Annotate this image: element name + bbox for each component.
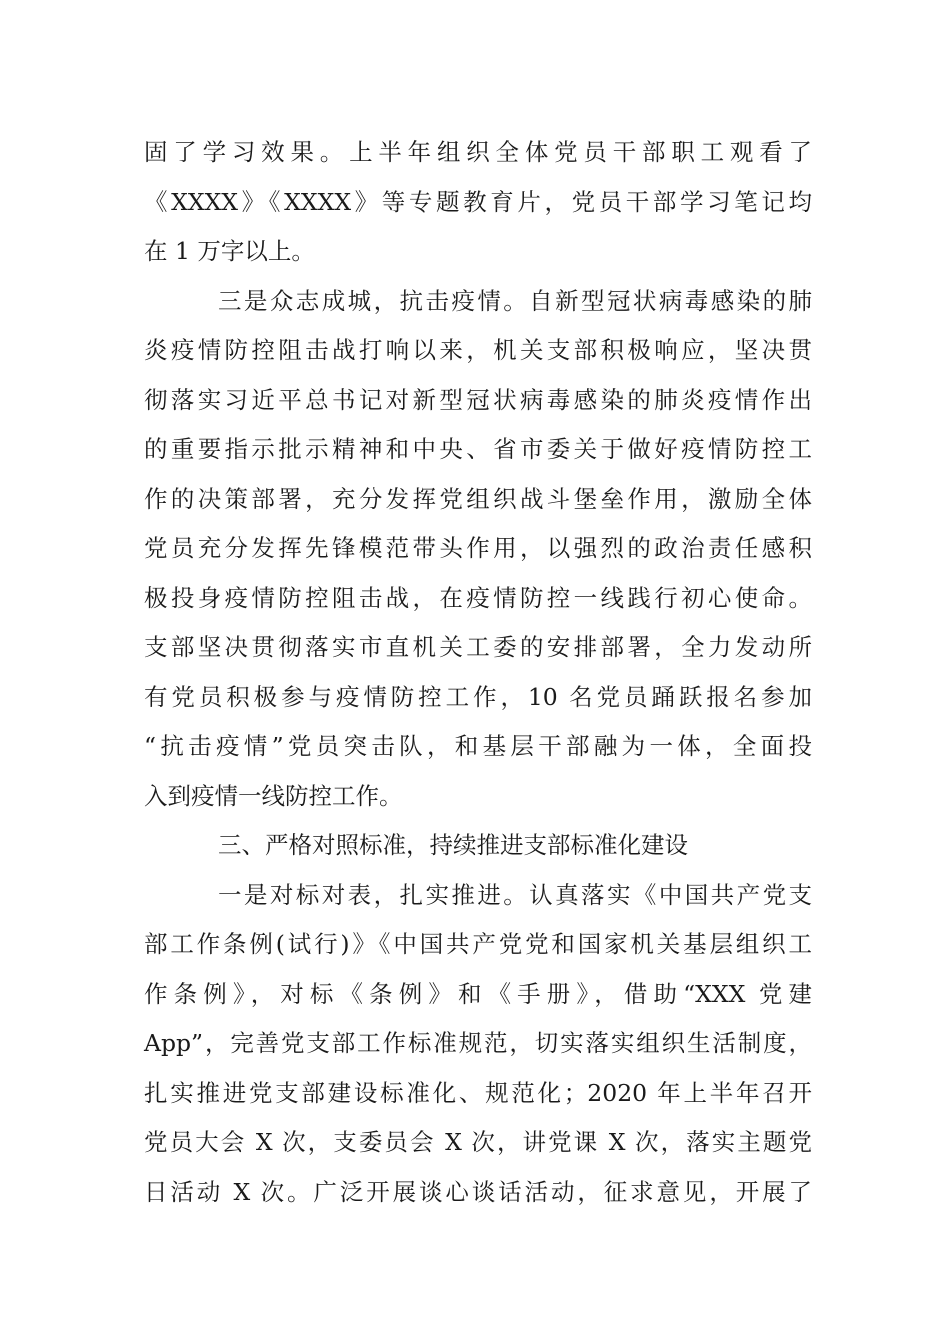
text-line: 党员大会 X 次，支委员会 X 次，讲党课 X 次，落实主题党 <box>144 1128 812 1156</box>
text-line: 固了学习效果。上半年组织全体党员干部职工观看了 <box>144 138 812 166</box>
text-line: 《XXXX》《XXXX》等专题教育片，党员干部学习笔记均 <box>144 187 812 216</box>
text-line: 一是对标对表，扎实推进。认真落实《中国共产党支 <box>218 880 812 909</box>
text-line: 有党员积极参与疫情防控工作，10 名党员踊跃报名参加 <box>144 682 812 711</box>
text-line: App”，完善党支部工作标准规范，切实落实组织生活制度， <box>144 1029 812 1057</box>
text-line: 炎疫情防控阻击战打响以来，机关支部积极响应，坚决贯 <box>144 336 812 364</box>
paragraph-continuation <box>144 128 812 277</box>
text-line: 入到疫情一线防控工作。 <box>144 781 403 810</box>
paragraph-benchmarking <box>144 871 812 1218</box>
text-line: 党员充分发挥先锋模范带头作用，以强烈的政治责任感积 <box>144 534 812 562</box>
text-line: 部工作条例(试行)》《中国共产党党和国家机关基层组织工 <box>144 930 812 958</box>
text-line: 在 1 万字以上。 <box>144 237 315 265</box>
text-line: 作的决策部署，充分发挥党组织战斗堡垒作用，激励全体 <box>144 484 812 513</box>
paragraph-fight-epidemic <box>144 277 812 822</box>
text-line: 作条例》，对标《条例》和《手册》，借助“XXX 党建 <box>144 979 812 1008</box>
document-body <box>144 128 812 1217</box>
section-heading <box>144 821 812 871</box>
text-line: “抗击疫情”党员突击队，和基层干部融为一体，全面投 <box>144 732 812 760</box>
text-line: 三是众志成城，抗击疫情。自新型冠状病毒感染的肺 <box>218 286 812 315</box>
section-heading-text: 三、严格对照标准，持续推进支部标准化建设 <box>218 831 688 859</box>
text-line: 扎实推进党支部建设标准化、规范化；2020 年上半年召开 <box>144 1078 812 1107</box>
text-line: 日活动 X 次。广泛开展谈心谈话活动，征求意见，开展了 <box>144 1177 812 1206</box>
text-line: 彻落实习近平总书记对新型冠状病毒感染的肺炎疫情作出 <box>144 385 812 414</box>
text-line: 极投身疫情防控阻击战，在疫情防控一线践行初心使命。 <box>144 583 812 612</box>
text-line: 的重要指示批示精神和中央、省市委关于做好疫情防控工 <box>144 435 812 463</box>
text-line: 支部坚决贯彻落实市直机关工委的安排部署，全力发动所 <box>144 633 812 661</box>
